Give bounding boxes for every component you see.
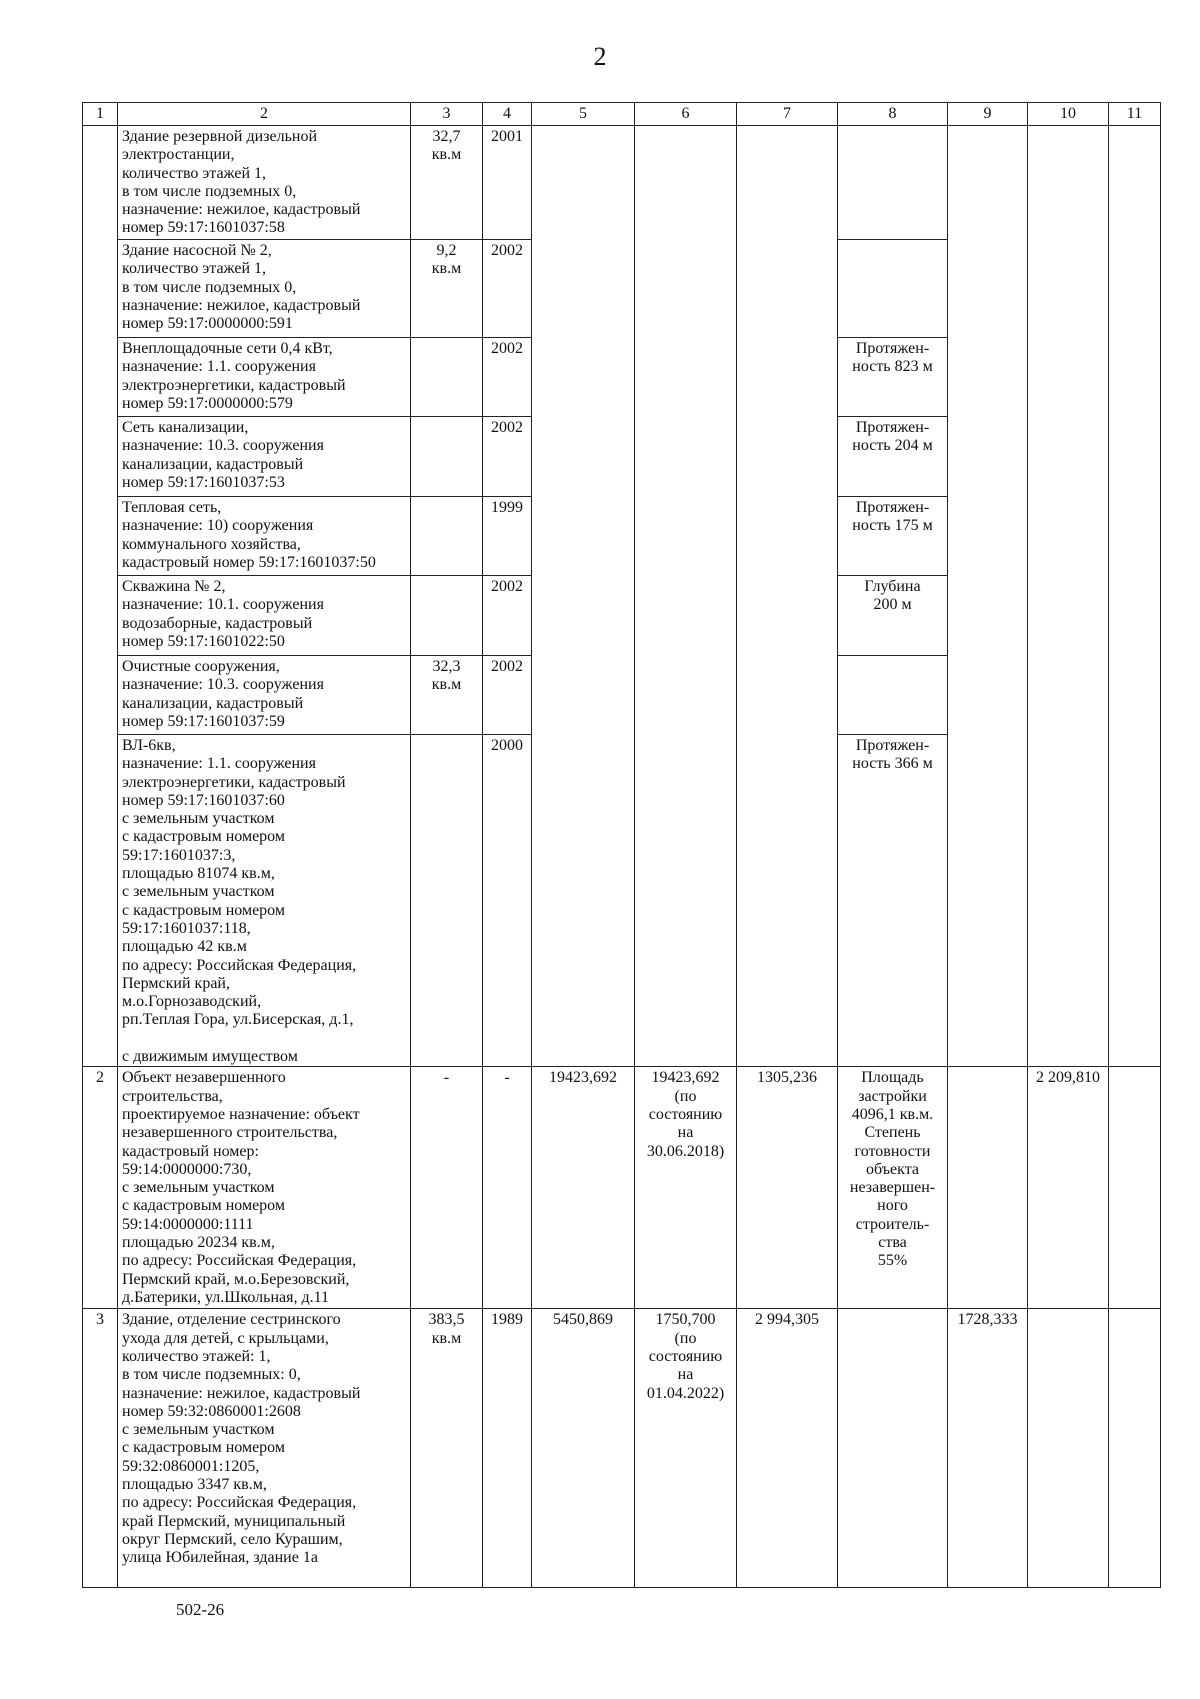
object-description: Здание, отделение сестринского ухода для детей, с крыльцами, количество этажей: 1, в том числе подземных: 0, назначение: нежилое, кадастровый номер 59:32:0860001:2608 с земельным участком с кадастровым номером 59:32:0860001:1205, площадью 3347 кв.м, по адресу: Российская Федерация, край Пермский, муниципальный округ Пермский, село Курашим, улица Юбилейная, здание 1а — [118, 1309, 411, 1588]
col7-cell: 1305,236 — [737, 1067, 838, 1309]
area-cell: 32,7 кв.м — [411, 126, 483, 240]
year-cell: 2002 — [483, 240, 532, 338]
col10-cell — [1028, 1309, 1109, 1588]
row-number-cell: 2 — [83, 1067, 118, 1309]
area-cell: 383,5 кв.м — [411, 1309, 483, 1588]
table-row — [83, 1067, 1161, 1309]
object-description: Здание насосной № 2, количество этажей 1, в том числе подземных 0, назначение: нежилое, кадастровый номер 59:17:0000000:591 — [118, 240, 411, 338]
object-description: Тепловая сеть, назначение: 10) сооружения коммунального хозяйства, кадастровый номер 59:17:1601037:50 — [118, 497, 411, 576]
col10-cell: 2 209,810 — [1028, 1067, 1109, 1309]
area-cell: - — [411, 1067, 483, 1309]
column-number-row — [83, 103, 1161, 126]
area-cell — [411, 576, 483, 656]
col6-cell: 19423,692 (по состоянию на 30.06.2018) — [635, 1067, 737, 1309]
year-cell: 2002 — [483, 576, 532, 656]
year-cell: 2001 — [483, 126, 532, 240]
row-number-cell — [83, 126, 118, 1067]
page-number: 2 — [593, 42, 607, 71]
column-header: 4 — [483, 103, 532, 126]
object-description: ВЛ-6кв, назначение: 1.1. сооружения электроэнергетики, кадастровый номер 59:17:1601037:60 с земельным участком с кадастровым номером 59:17:1601037:3, площадью 81074 кв.м, с земельным участком с кадастровым номером 59:17:1601037:118, площадью 42 кв.м по адресу: Российская Федерация, Пермский край, м.о.Горнозаводский, рп.Теплая Гора, ул.Бисерская, д.1, с движимым имуществом — [118, 735, 411, 1067]
year-cell: 2000 — [483, 735, 532, 1067]
document-code: 502-26 — [176, 1600, 225, 1619]
object-description: Сеть канализации, назначение: 10.3. сооружения канализации, кадастровый номер 59:17:1601037:53 — [118, 417, 411, 497]
col11-cell — [1109, 126, 1161, 1067]
characteristics-cell: Протяжен- ность 175 м — [838, 497, 948, 576]
year-cell: 1989 — [483, 1309, 532, 1588]
column-header: 2 — [118, 103, 411, 126]
area-cell — [411, 497, 483, 576]
area-cell: 9,2 кв.м — [411, 240, 483, 338]
characteristics-cell — [838, 1309, 948, 1588]
col11-cell — [1109, 1309, 1161, 1588]
column-header: 11 — [1109, 103, 1161, 126]
column-header: 3 — [411, 103, 483, 126]
area-cell — [411, 417, 483, 497]
row-number-cell: 3 — [83, 1309, 118, 1588]
object-description: Здание резервной дизельной электростанции, количество этажей 1, в том числе подземных 0, назначение: нежилое, кадастровый номер 59:17:1601037:58 — [118, 126, 411, 240]
object-description: Объект незавершенного строительства, проектируемое назначение: объект незавершенного строительства, кадастровый номер: 59:14:0000000:730, с земельным участком с кадастровым номером 59:14:0000000:1111 площадью 20234 кв.м, по адресу: Российская Федерация, Пермский край, м.о.Березовский, д.Батерики, ул.Школьная, д.11 — [118, 1067, 411, 1309]
column-header: 9 — [948, 103, 1028, 126]
characteristics-cell: Протяжен- ность 204 м — [838, 417, 948, 497]
characteristics-cell: Протяжен- ность 823 м — [838, 338, 948, 417]
year-cell: 1999 — [483, 497, 532, 576]
characteristics-cell — [838, 126, 948, 240]
col6-cell: 1750,700 (по состоянию на 01.04.2022) — [635, 1309, 737, 1588]
characteristics-cell — [838, 240, 948, 338]
year-cell: 2002 — [483, 656, 532, 735]
characteristics-cell: Площадь застройки 4096,1 кв.м. Степень готовности объекта незавершен- ного строитель- ства 55% — [838, 1067, 948, 1309]
col9-cell — [948, 126, 1028, 1067]
column-header: 5 — [532, 103, 635, 126]
col6-cell — [635, 126, 737, 1067]
characteristics-cell — [838, 656, 948, 735]
col9-cell — [948, 1067, 1028, 1309]
col5-cell — [532, 126, 635, 1067]
year-cell: 2002 — [483, 417, 532, 497]
column-header: 10 — [1028, 103, 1109, 126]
object-description: Внеплощадочные сети 0,4 кВт, назначение: 1.1. сооружения электроэнергетики, кадастровый номер 59:17:0000000:579 — [118, 338, 411, 417]
table-row — [83, 1309, 1161, 1588]
column-header: 8 — [838, 103, 948, 126]
column-header: 1 — [83, 103, 118, 126]
column-header: 6 — [635, 103, 737, 126]
object-description: Скважина № 2, назначение: 10.1. сооружения водозаборные, кадастровый номер 59:17:1601022:50 — [118, 576, 411, 656]
col7-cell — [737, 126, 838, 1067]
col9-cell: 1728,333 — [948, 1309, 1028, 1588]
col11-cell — [1109, 1067, 1161, 1309]
col5-cell: 5450,869 — [532, 1309, 635, 1588]
col10-cell — [1028, 126, 1109, 1067]
area-cell: 32,3 кв.м — [411, 656, 483, 735]
characteristics-cell: Глубина 200 м — [838, 576, 948, 656]
col5-cell: 19423,692 — [532, 1067, 635, 1309]
column-header: 7 — [737, 103, 838, 126]
year-cell: 2002 — [483, 338, 532, 417]
year-cell: - — [483, 1067, 532, 1309]
property-table — [82, 102, 1161, 1588]
table-row — [83, 126, 1161, 240]
object-description: Очистные сооружения, назначение: 10.3. сооружения канализации, кадастровый номер 59:17:1601037:59 — [118, 656, 411, 735]
area-cell — [411, 338, 483, 417]
col7-cell: 2 994,305 — [737, 1309, 838, 1588]
characteristics-cell: Протяжен- ность 366 м — [838, 735, 948, 1067]
area-cell — [411, 735, 483, 1067]
